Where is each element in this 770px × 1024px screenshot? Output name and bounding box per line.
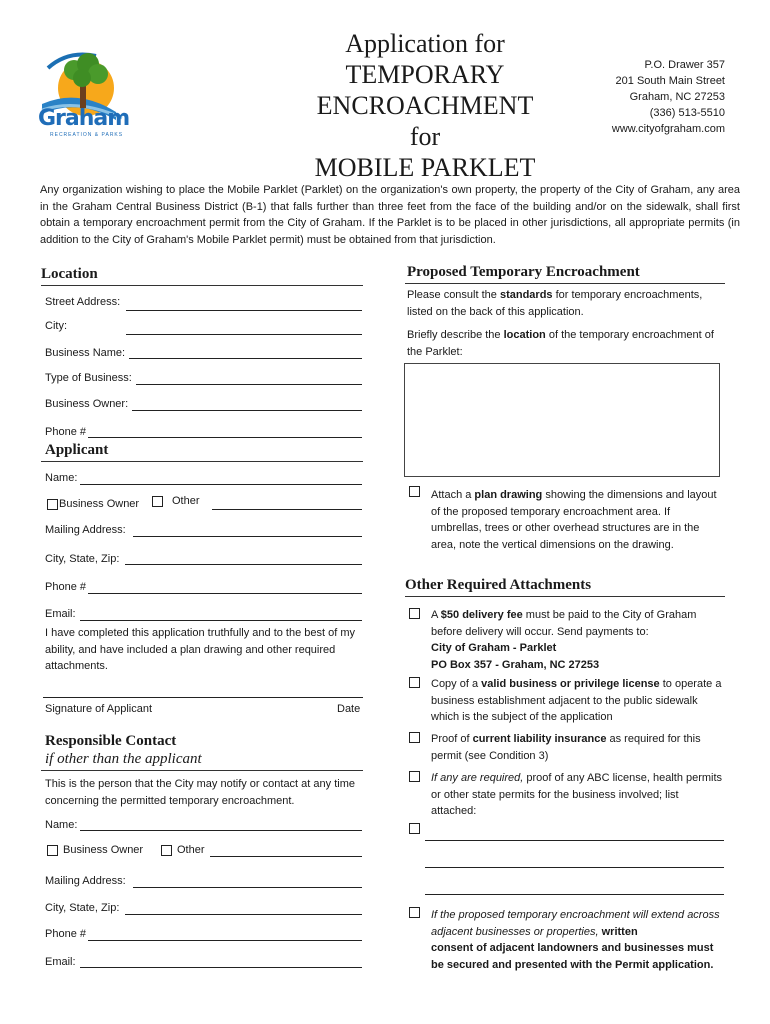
business-name-label: Business Name: (45, 347, 126, 359)
city-label: City: (45, 320, 67, 332)
plan-drawing-bold: plan drawing (474, 489, 543, 501)
attach-post: showing the dimensions and layout of the proposed temporary encroachment area. If umbrellas, trees or other overhead structures are in the area, note the vertical dimensions on the drawing. (431, 489, 717, 551)
business-type-field[interactable] (136, 384, 362, 385)
address-line-1: P.O. Drawer 357 (644, 59, 725, 71)
business-owner-field[interactable] (132, 410, 362, 411)
liability-insurance-text (431, 731, 723, 764)
responsible-phone-field[interactable] (88, 940, 362, 941)
street-address-field[interactable] (126, 310, 362, 311)
attached-permit-line-1[interactable] (425, 840, 724, 841)
liability-insurance-checkbox[interactable] (409, 732, 420, 743)
insurance-bold: current liability insurance (472, 733, 607, 745)
license-bold: valid business or privilege license (481, 678, 660, 690)
plan-drawing-checkbox[interactable] (409, 486, 420, 497)
attached-permit-line-3[interactable] (425, 894, 724, 895)
address-line-3: Graham, NC 27253 (629, 91, 725, 103)
applicant-heading-rule (41, 461, 363, 462)
applicant-heading: Applicant (45, 442, 109, 458)
applicant-name-label: Name: (45, 472, 78, 484)
document-title (300, 28, 550, 183)
abc-italic: If any are required, (431, 772, 524, 784)
describe-post: of the temporary encroachment of the Parklet: (407, 329, 714, 358)
proposed-heading-rule (405, 283, 725, 284)
consult-pre: Please consult the (407, 289, 500, 301)
applicant-business-owner-checkbox[interactable] (47, 499, 58, 510)
responsible-other-field[interactable] (210, 856, 362, 857)
payment-line-2: PO Box 357 - Graham, NC 27253 (431, 658, 600, 671)
other-attachments-heading: Other Required Attachments (405, 577, 592, 593)
responsible-description: This is the person that the City may notify or contact at any time concerning the permitted temporary encroachment. (45, 778, 355, 807)
abc-license-checkbox[interactable] (409, 771, 420, 782)
other-attachments-rule (405, 596, 725, 597)
address-line-2: 201 South Main Street (615, 75, 725, 87)
graham-logo (38, 48, 138, 140)
abc-license-text (431, 770, 723, 820)
applicant-other-checkbox[interactable] (152, 496, 163, 507)
signature-label: Signature of Applicant (45, 703, 153, 715)
title-line-1: Application for (345, 29, 505, 58)
applicant-other-field[interactable] (212, 509, 362, 510)
fee-post: must be paid to the City of Graham before delivery will occur. Send payments to: (431, 609, 697, 638)
license-post: to operate a business establishment adjacent to the public sidewalk which is the subject of the application (431, 678, 722, 723)
responsible-business-owner-label: Business Owner (63, 844, 144, 856)
applicant-phone-field[interactable] (88, 593, 362, 594)
responsible-contact-subheading: if other than the applicant (45, 751, 202, 767)
delivery-fee-text (431, 607, 723, 673)
location-description-box[interactable] (404, 363, 720, 477)
responsible-other-checkbox[interactable] (161, 845, 172, 856)
describe-pre: Briefly describe the (407, 329, 504, 341)
certification-statement: I have completed this application truthfully and to the best of my ability, and have included a plan drawing and other required attachments. (45, 627, 356, 672)
responsible-csz-label: City, State, Zip: (45, 902, 120, 914)
consult-post: for temporary encroachments, listed on the back of this application. (407, 289, 703, 318)
adjacent-consent-checkbox[interactable] (409, 907, 420, 918)
adjacent-consent-text (431, 907, 723, 973)
payment-line-1: City of Graham - Parklet (431, 642, 557, 654)
applicant-phone-label: Phone # (45, 581, 86, 593)
plan-drawing-text (431, 487, 723, 553)
responsible-csz-field[interactable] (125, 914, 362, 915)
title-line-3: ENCROACHMENT for (316, 91, 534, 151)
business-license-checkbox[interactable] (409, 677, 420, 688)
business-owner-label: Business Owner: (45, 398, 129, 410)
responsible-mailing-label: Mailing Address: (45, 875, 126, 887)
location-heading: Location (41, 266, 98, 282)
applicant-name-field[interactable] (80, 484, 362, 485)
applicant-mailing-label: Mailing Address: (45, 524, 126, 536)
adjacent-bold-2: consent of adjacent landowners and businesses must be secured and presented with the Permit application. (431, 942, 714, 971)
insurance-post: as required for this permit (see Condition 3) (431, 733, 701, 762)
business-name-field[interactable] (129, 358, 362, 359)
location-heading-rule (41, 285, 363, 286)
responsible-business-owner-checkbox[interactable] (47, 845, 58, 856)
attached-permit-line-2[interactable] (425, 867, 724, 868)
signature-field[interactable] (43, 697, 363, 698)
applicant-email-label: Email: (45, 608, 76, 620)
website-link[interactable]: www.cityofgraham.com (611, 123, 725, 135)
responsible-email-label: Email: (45, 956, 76, 968)
adjacent-bold-1: written (598, 925, 638, 938)
responsible-contact-heading: Responsible Contact (45, 733, 177, 749)
fee-pre: A (431, 609, 441, 621)
applicant-mailing-field[interactable] (133, 536, 362, 537)
describe-location-text (407, 327, 725, 360)
applicant-csz-label: City, State, Zip: (45, 553, 120, 565)
responsible-heading-rule (41, 770, 363, 771)
location-phone-label: Phone # (45, 426, 86, 438)
fee-bold: $50 delivery fee (440, 609, 523, 621)
intro-paragraph: Any organization wishing to place the Mobile Parklet (Parklet) on the organization's own property, the property of the City of Graham, any area in the Graham Central Business District (B-1) that falls further than three feet from the face of the building and/or on the sidewalk, shall first obtain a temporary encroachment permit from the City of Graham. If the Parklet is to be placed in other jurisdictions, all appropriate permits (in addition to the City of Graham's Mobile Parklet permit) must be obtained from that jurisdiction. (40, 184, 740, 246)
title-line-2: TEMPORARY (345, 60, 505, 89)
applicant-business-owner-label: Business Owner (59, 498, 140, 510)
delivery-fee-checkbox[interactable] (409, 608, 420, 619)
city-address (560, 57, 725, 137)
insurance-pre: Proof of (431, 733, 473, 745)
responsible-mailing-field[interactable] (133, 887, 362, 888)
attach-pre: Attach a (431, 489, 475, 501)
adjacent-italic: If the proposed temporary encroachment will extend across adjacent businesses or properties, (431, 909, 720, 938)
standards-bold: standards (499, 289, 553, 301)
date-label: Date (337, 703, 361, 715)
logo-text: Graham (38, 106, 130, 131)
street-address-label: Street Address: (45, 296, 121, 308)
logo-subtitle: RECREATION & PARKS (50, 132, 124, 138)
address-line-4: (336) 513-5510 (649, 107, 725, 119)
responsible-name-field[interactable] (80, 830, 362, 831)
responsible-other-label: Other (177, 844, 205, 856)
license-pre: Copy of a (431, 678, 482, 690)
responsible-name-label: Name: (45, 819, 78, 831)
responsible-email-field[interactable] (80, 967, 362, 968)
business-type-label: Type of Business: (45, 372, 132, 384)
location-bold: location (503, 329, 546, 341)
applicant-email-field[interactable] (80, 620, 362, 621)
city-field[interactable] (126, 334, 362, 335)
applicant-other-label: Other (172, 495, 200, 507)
title-line-4: MOBILE PARKLET (314, 153, 536, 182)
location-phone-field[interactable] (88, 437, 362, 438)
responsible-phone-label: Phone # (45, 928, 86, 940)
consult-standards-text (407, 287, 725, 320)
abc-post: proof of any ABC license, health permits or other state permits for the business involved; list attached: (431, 772, 723, 817)
attached-permit-1-checkbox[interactable] (409, 823, 420, 834)
business-license-text (431, 676, 723, 726)
proposed-encroachment-heading: Proposed Temporary Encroachment (407, 264, 640, 280)
applicant-csz-field[interactable] (125, 564, 362, 565)
